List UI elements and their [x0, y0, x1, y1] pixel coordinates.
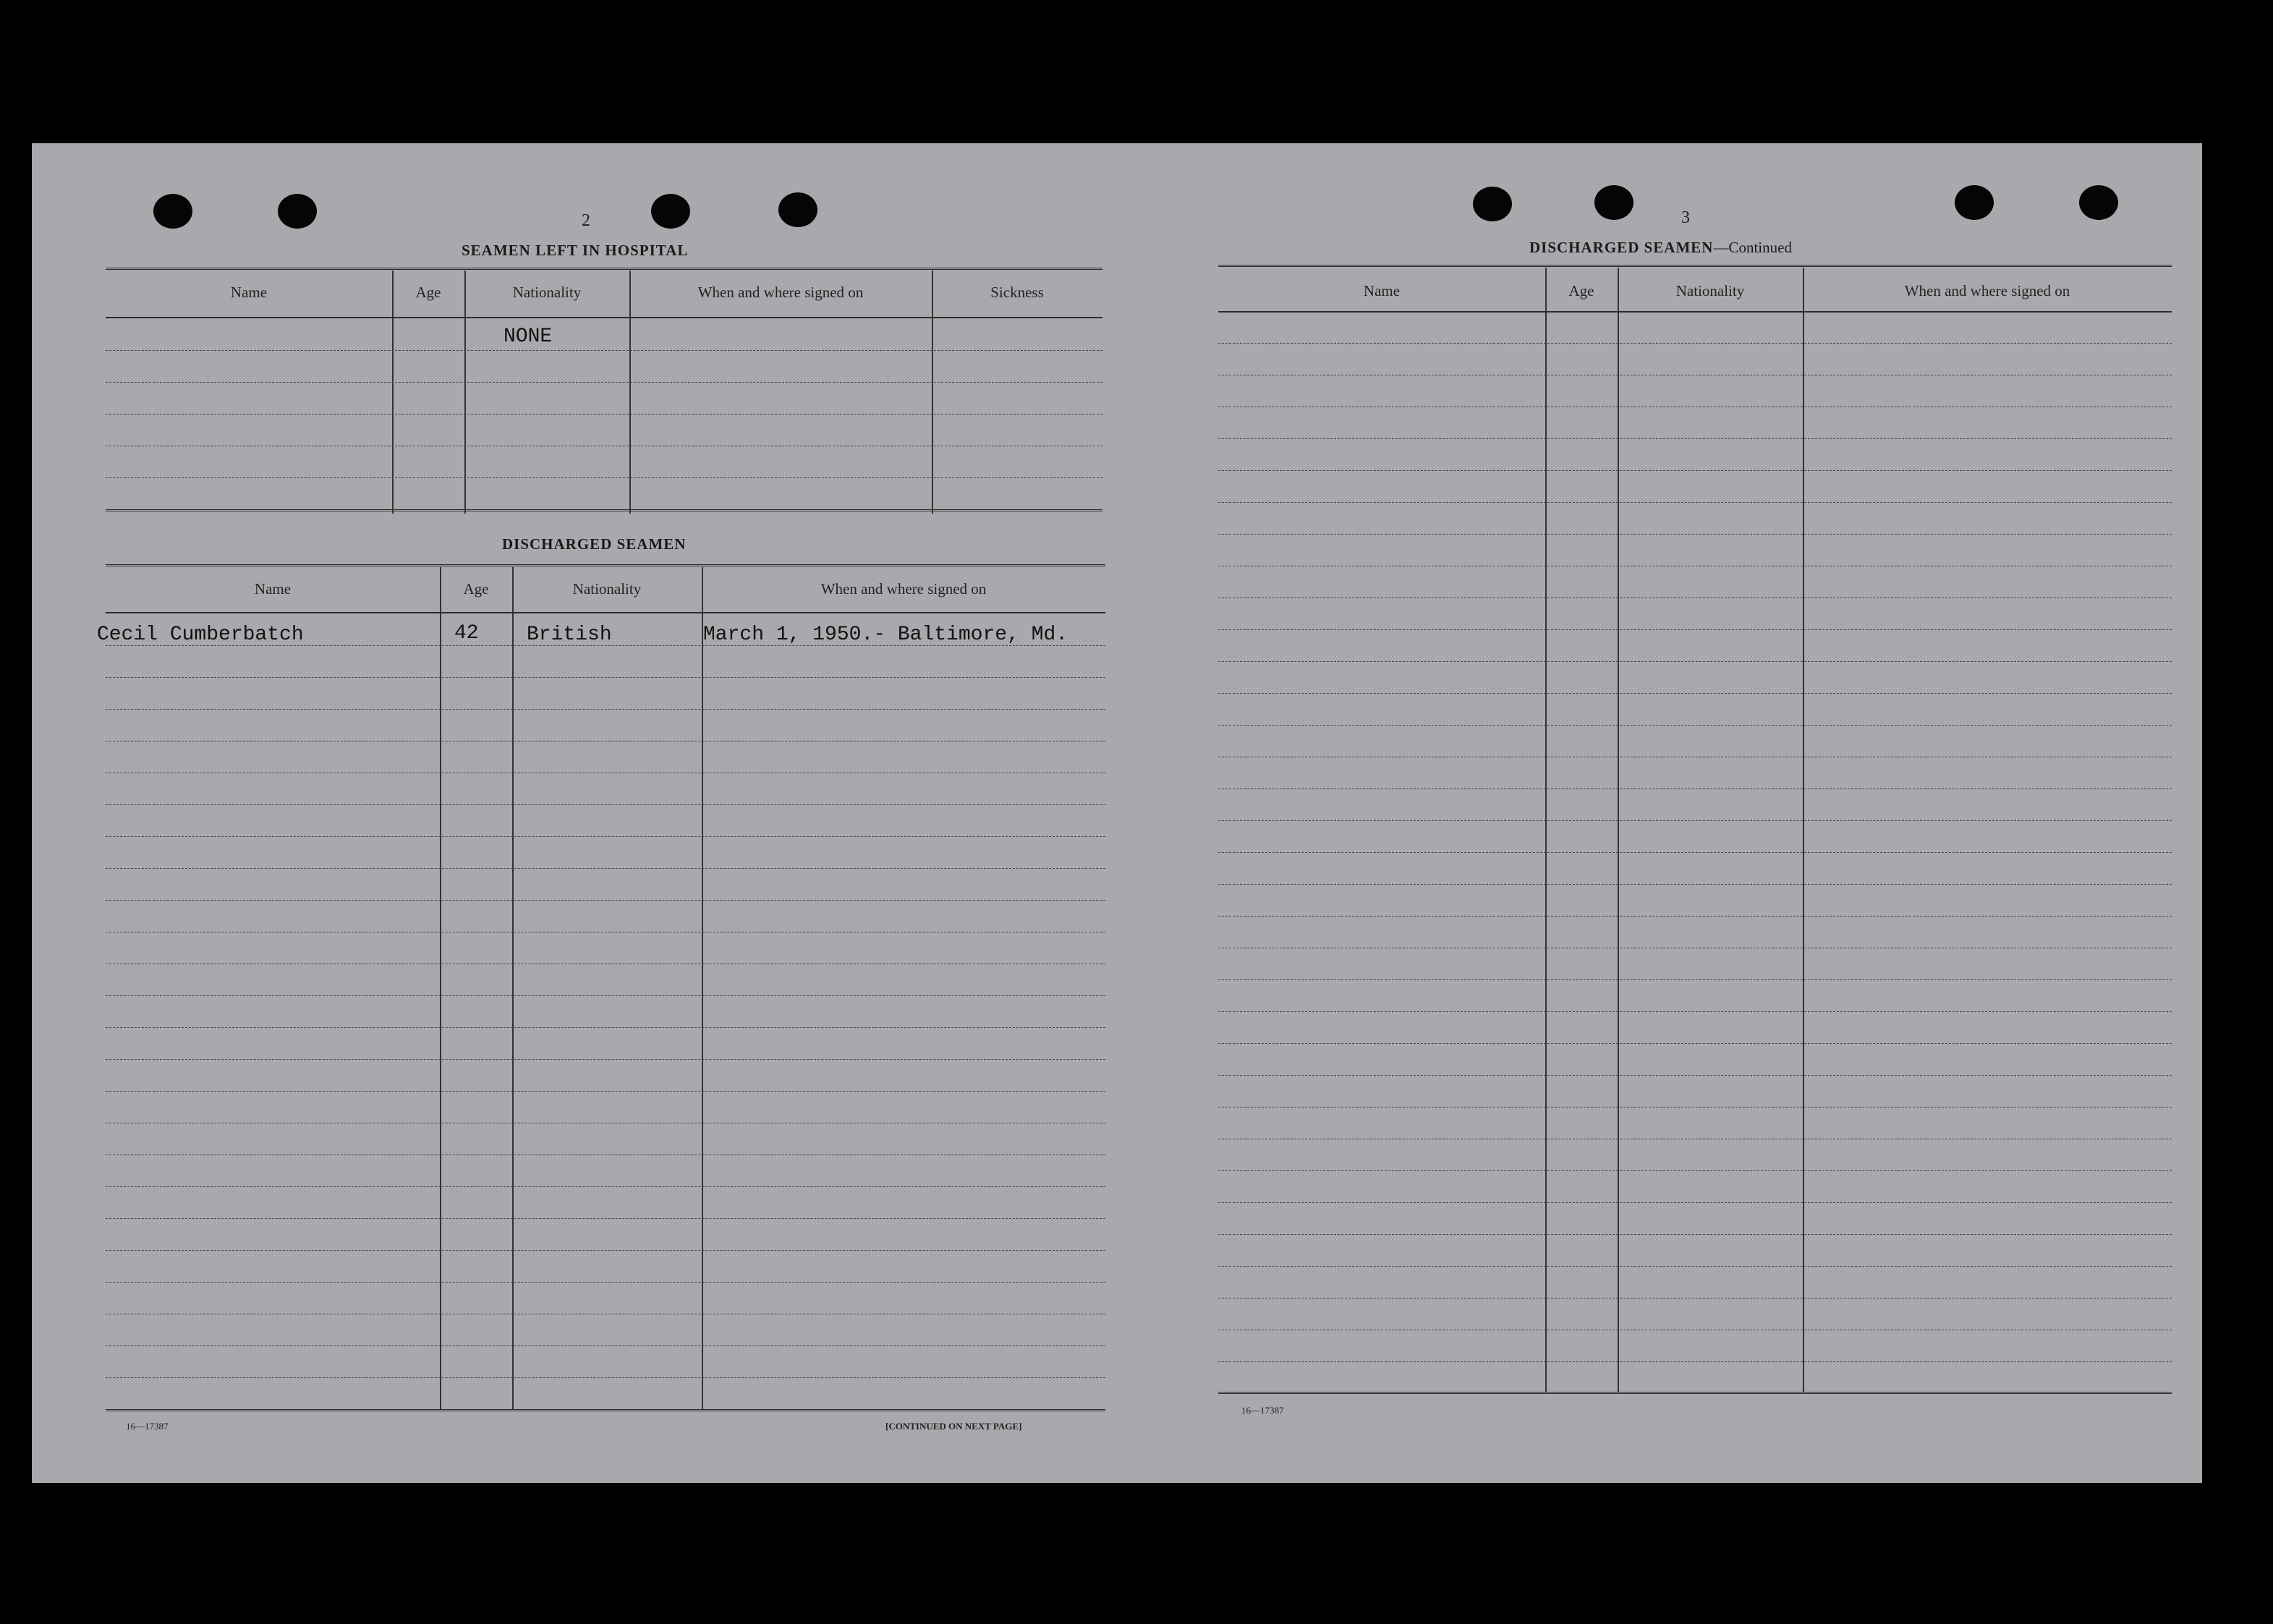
punch-hole — [278, 194, 317, 229]
punch-hole — [1473, 187, 1512, 221]
form-code-left: 16—17387 — [126, 1421, 169, 1432]
column-header-age: Age — [415, 284, 441, 301]
page-number-left: 2 — [582, 211, 590, 230]
discharged-section-title: DISCHARGED SEAMEN — [502, 535, 687, 553]
hospital-entry-none: NONE — [504, 326, 553, 348]
seaman-name: Cecil Cumberbatch — [97, 624, 304, 646]
form-code-right: 16—17387 — [1241, 1405, 1284, 1416]
column-header-signed-on: When and where signed on — [820, 580, 987, 598]
punch-hole — [651, 194, 690, 229]
continued-suffix: —Continued — [1713, 239, 1792, 256]
punch-hole — [1594, 185, 1633, 220]
punch-hole — [2079, 185, 2118, 220]
punch-hole — [778, 192, 817, 227]
discharged-table — [106, 564, 1105, 1415]
page-number-right: 3 — [1681, 208, 1690, 227]
column-header-age: Age — [463, 580, 489, 598]
seaman-signed-on: March 1, 1950.- Baltimore, Md. — [703, 624, 1068, 646]
punch-hole — [1955, 185, 1994, 220]
column-header-name: Name — [1363, 282, 1401, 299]
column-header-age: Age — [1568, 282, 1594, 299]
seaman-nationality: British — [527, 624, 612, 646]
discharged-continued-title — [1529, 239, 1792, 257]
hospital-section-title: SEAMEN LEFT IN HOSPITAL — [462, 242, 689, 259]
column-header-nationality: Nationality — [1675, 282, 1745, 299]
column-header-nationality: Nationality — [512, 284, 582, 301]
column-header-nationality: Nationality — [572, 580, 642, 598]
continued-note: [CONTINUED ON NEXT PAGE] — [885, 1421, 1022, 1432]
seaman-age: 42 — [454, 622, 479, 645]
hospital-table — [106, 268, 1102, 518]
column-header-signed-on: When and where signed on — [1904, 282, 2070, 299]
discharged-continued-table — [1218, 265, 2172, 1398]
column-header-sickness: Sickness — [990, 284, 1044, 301]
punch-hole — [153, 194, 192, 229]
column-header-name: Name — [254, 580, 292, 598]
discharged-continued-title-text: DISCHARGED SEAMEN — [1529, 239, 1714, 256]
document-sheet — [32, 143, 2202, 1483]
column-header-name: Name — [230, 284, 268, 301]
column-header-signed-on: When and where signed on — [697, 284, 864, 301]
